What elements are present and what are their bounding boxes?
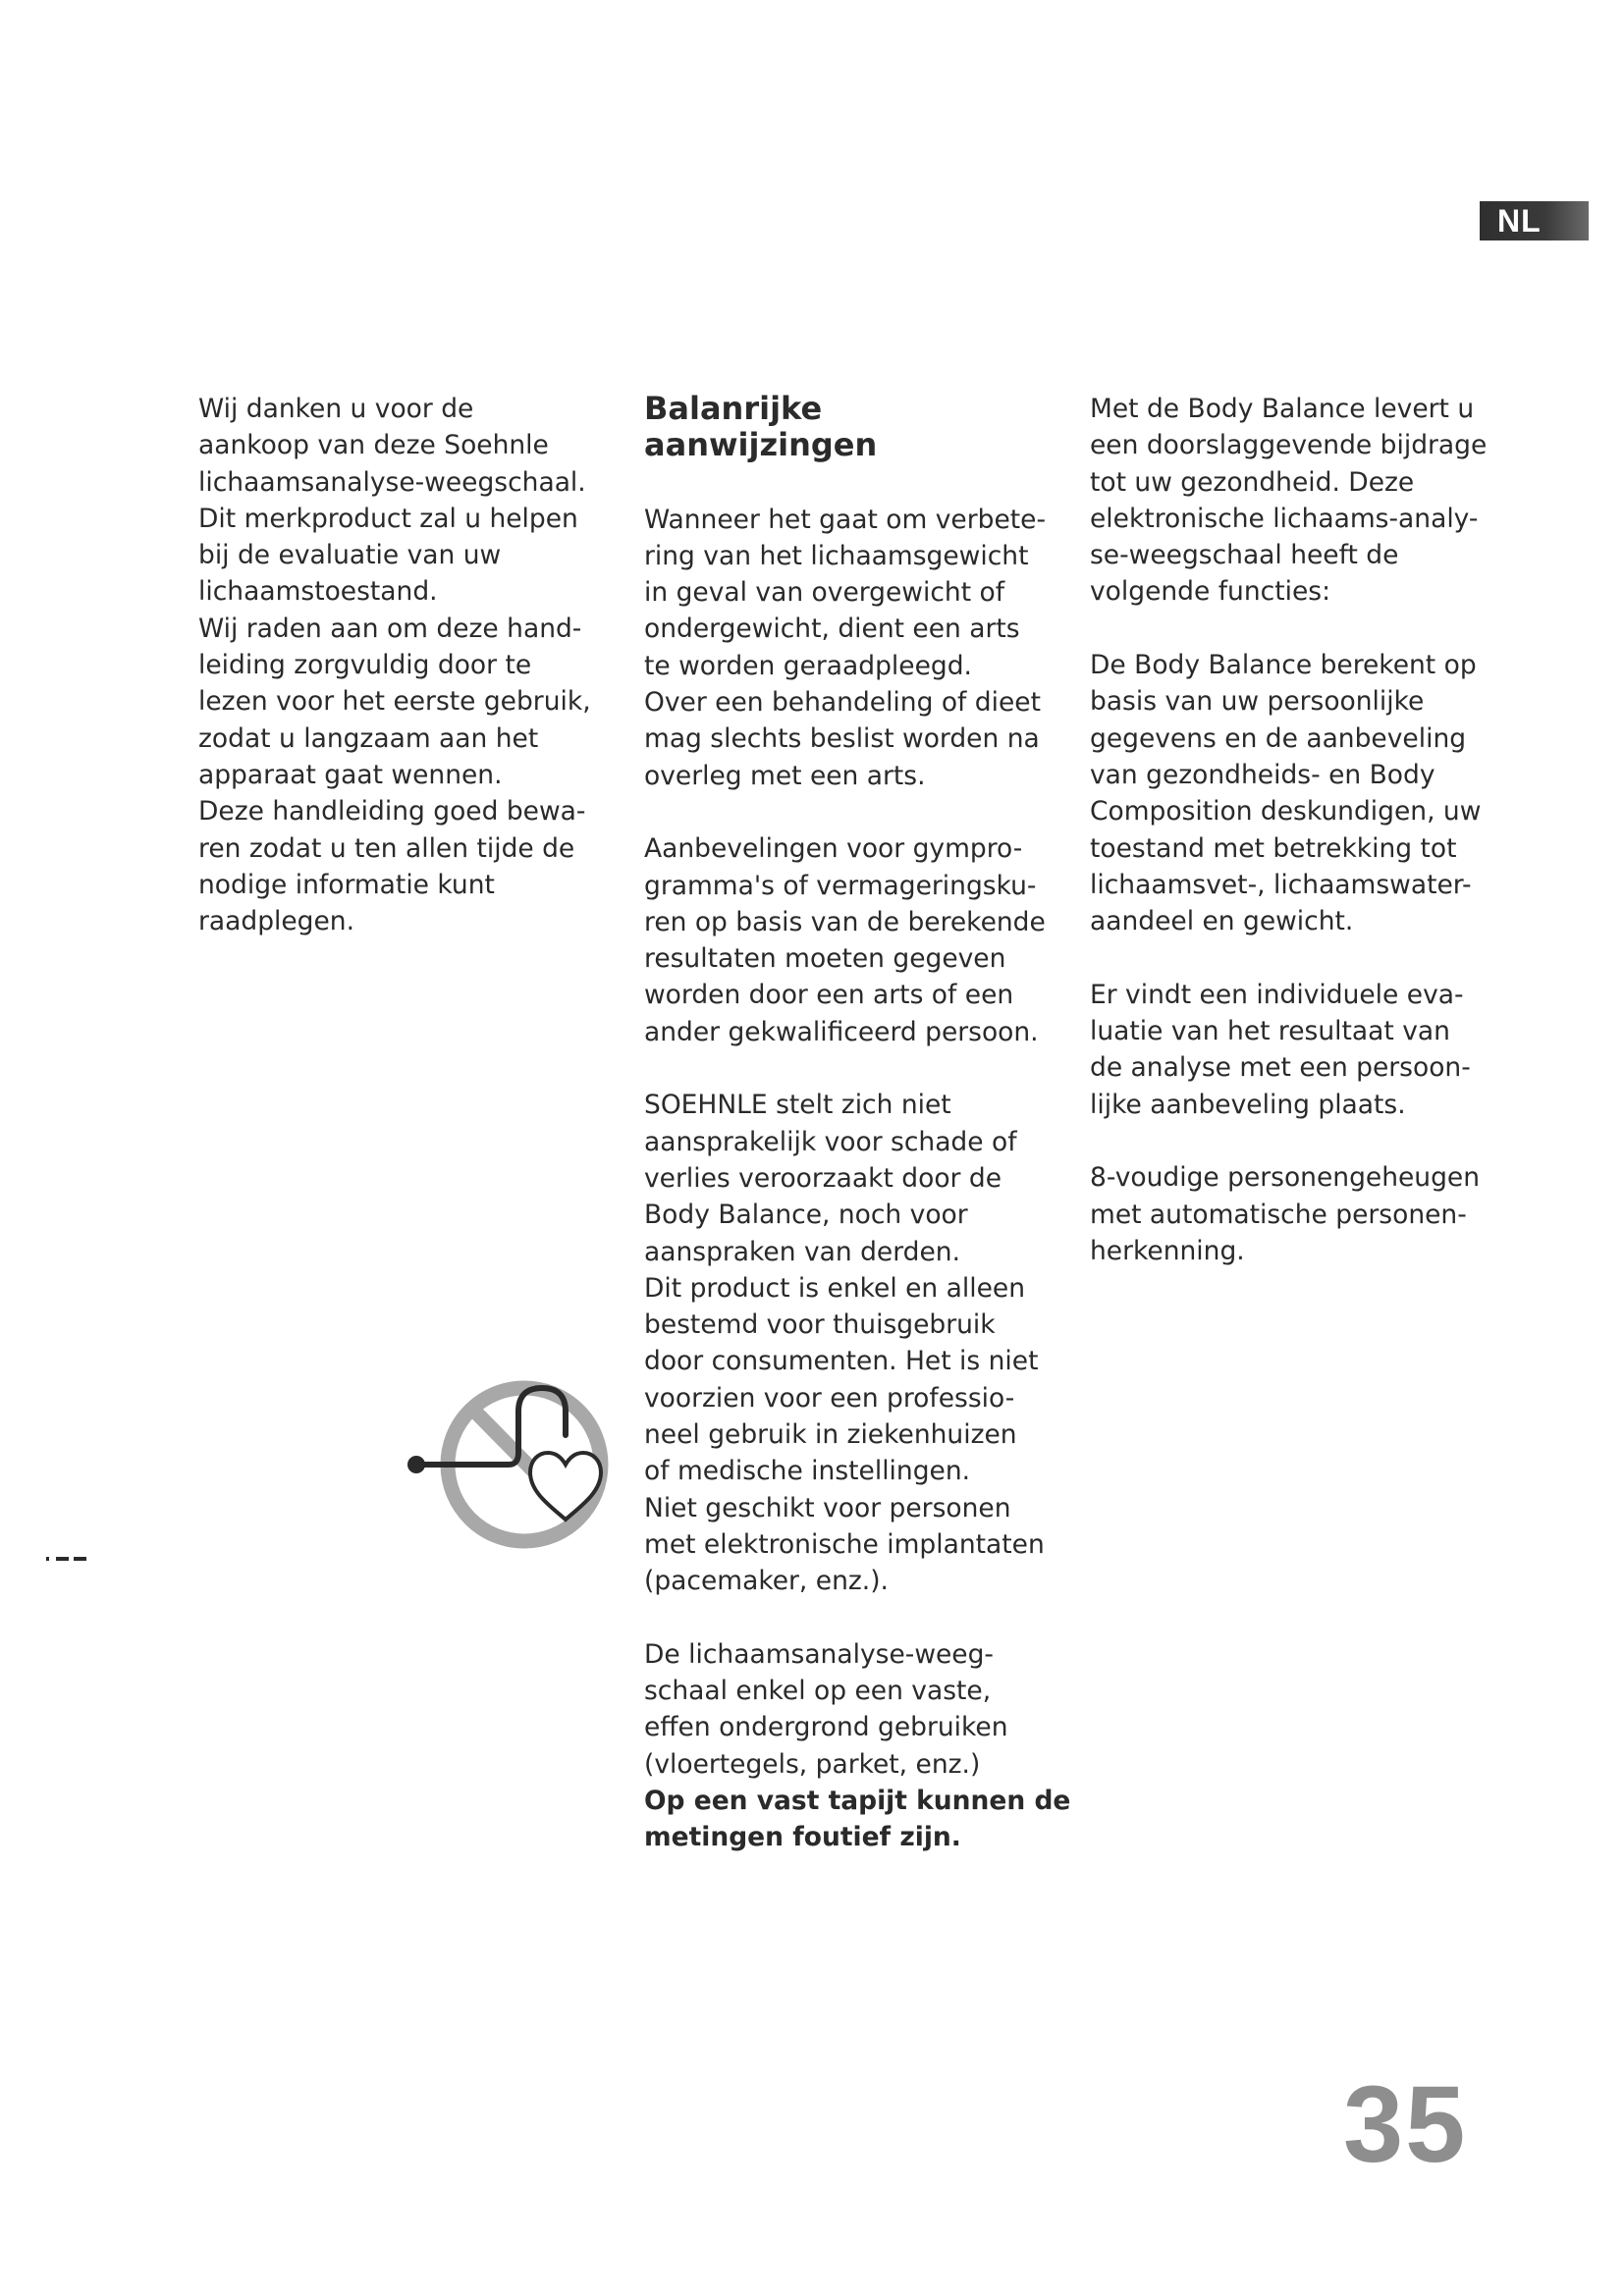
paragraph-memory [1090,1159,1502,1269]
text-line: Over een behandeling of dieet [644,687,1041,719]
text-line: Er vindt een individuele eva- [1090,979,1464,1010]
text-line: ring van het lichaamsgewicht [644,540,1029,571]
text-line: mag slechts beslist worden na [644,723,1040,755]
text-line: overleg met een arts. [644,760,926,791]
text-line: verlies veroorzaakt door de [644,1162,1001,1194]
text-line: tot uw gezondheid. Deze [1090,466,1415,498]
text-line: lijke aanbeveling plaats. [1090,1089,1406,1120]
text-line: een doorslaggevende bijdrage [1090,430,1488,461]
section-heading: Balanrijke aanwijzingen [644,390,878,464]
text-line: apparaat gaat wennen. [198,759,503,790]
page-number: 35 [1343,2064,1468,2185]
paragraph-recommendations [644,830,1056,1050]
text-line: met automatische personen- [1090,1199,1467,1230]
text-line: Composition deskundigen, uw [1090,796,1482,828]
text-line: bestemd voor thuisgebruik [644,1309,996,1341]
text-line: aandeel en gewicht. [1090,906,1354,937]
paragraph-liability [644,1087,1056,1599]
text-line: toestand met betrekking tot [1090,832,1457,864]
text-line: resultaten moeten gegeven [644,943,1006,975]
text-line: 8-voudige personengeheugen [1090,1162,1481,1194]
text-line: ander gekwalificeerd persoon. [644,1016,1039,1047]
middle-column [644,390,1071,1893]
text-line: elektronische lichaams-analy- [1090,503,1479,534]
text-line: (pacemaker, enz.). [644,1566,889,1597]
text-line: te worden geraadpleegd. [644,650,972,681]
paragraph-contribution [1090,391,1502,611]
text-line: volgende functies: [1090,576,1331,608]
paragraph-weight [644,502,1056,794]
text-line: of medische instellingen. [644,1456,971,1487]
text-line: Dit product is enkel en alleen [644,1272,1026,1304]
text-line: Aanbevelingen voor gympro- [644,833,1023,865]
text-line: schaal enkel op een vaste, [644,1676,992,1707]
paragraph-calculation [1090,647,1502,939]
text-line: Niet geschikt voor personen [644,1492,1011,1523]
language-tab: NL [1480,201,1589,240]
warning-line: metingen foutief zijn. [644,1822,961,1853]
text-line: basis van uw persoonlijke [1090,686,1425,718]
paragraph-evaluation [1090,977,1502,1123]
intro-paragraph [198,391,611,939]
text-line: ren op basis van de berekende [644,906,1046,937]
text-line: van gezondheids- en Body [1090,759,1435,790]
text-line: ren zodat u ten allen tijde de [198,832,575,864]
text-line: Wij danken u voor de [198,394,474,424]
text-line: neel gebruik in ziekenhuizen [644,1419,1017,1451]
text-line: lichaamstoestand. [198,576,438,608]
text-line: herkenning. [1090,1235,1245,1266]
text-line: door consumenten. Het is niet [644,1346,1039,1377]
text-line: Met de Body Balance levert u [1090,394,1475,424]
text-line: Wij raden aan om deze hand- [198,613,582,644]
text-line: effen ondergrond gebruiken [644,1712,1008,1743]
text-line: nodige informatie kunt [198,869,495,900]
text-line: aankoop van deze Soehnle [198,430,549,461]
no-pacemaker-icon [403,1374,614,1556]
text-line: Dit merkproduct zal u helpen [198,503,578,534]
text-line: De lichaamsanalyse-weeg- [644,1638,994,1670]
text-line: bij de evaluatie van uw [198,540,502,571]
text-line: se-weegschaal heeft de [1090,540,1399,571]
text-line: gegevens en de aanbeveling [1090,722,1467,754]
text-line: Wanneer het gaat om verbete- [644,504,1047,535]
text-line: aanspraken van derden. [644,1236,960,1267]
text-line: in geval van overgewicht of [644,577,1005,609]
text-line: de analyse met een persoon- [1090,1052,1471,1084]
left-column [198,391,611,977]
text-line: gramma's of vermageringsku- [644,870,1037,901]
text-line: leiding zorgvuldig door te [198,650,532,681]
text-line: Deze handleiding goed bewa- [198,796,586,828]
text-line: met elektronische implantaten [644,1528,1045,1560]
margin-mark [46,1556,90,1562]
text-line: worden door een arts of een [644,980,1014,1011]
text-line: ondergewicht, dient een arts [644,614,1020,645]
text-line: lichaamsanalyse-weegschaal. [198,466,586,498]
text-line: SOEHNLE stelt zich niet [644,1090,951,1121]
text-line: lezen voor het eerste gebruik, [198,686,591,718]
text-line: De Body Balance berekent op [1090,650,1477,681]
text-line: lichaamsvet-, lichaamswater- [1090,869,1472,900]
text-line: raadplegen. [198,906,355,937]
warning-line: Op een vast tapijt kunnen de [644,1785,1071,1816]
text-line: voorzien voor een professio- [644,1382,1015,1414]
text-line: luatie van het resultaat van [1090,1016,1450,1047]
paragraph-surface [644,1636,1071,1856]
text-line: Body Balance, noch voor [644,1200,968,1231]
text-line: (vloertegels, parket, enz.) [644,1748,981,1780]
text-line: aansprakelijk voor schade of [644,1126,1017,1157]
right-column [1090,391,1502,1306]
text-line: zodat u langzaam aan het [198,722,539,754]
